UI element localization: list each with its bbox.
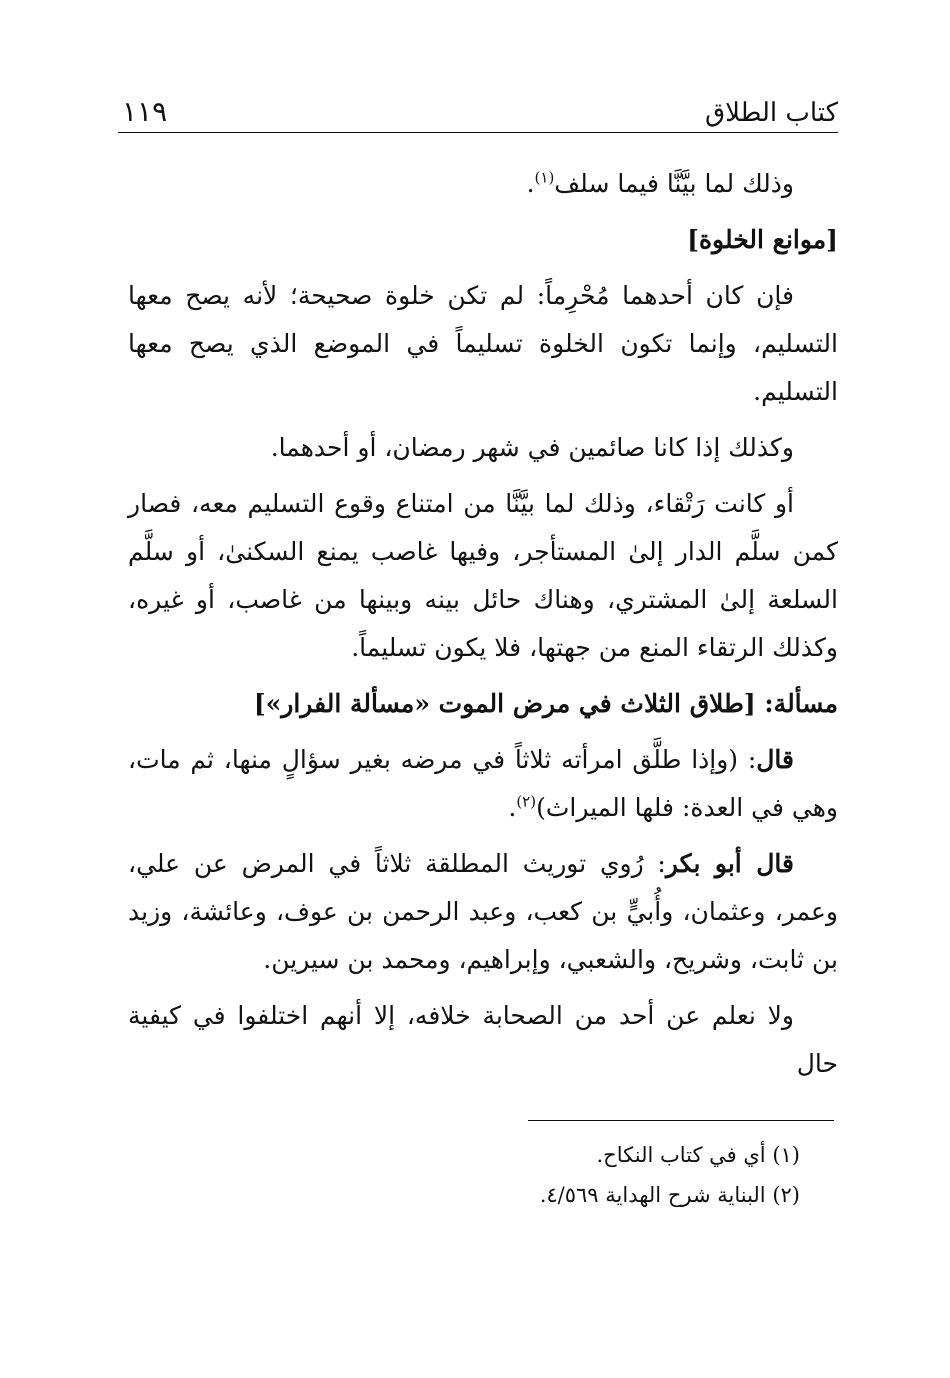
- paragraph-2: فإن كان أحدهما مُحْرِماً: لم تكن خلوة صحيحة؛ لأنه يصح معها التسليم، وإنما تكون الخلوة تسليماً في الموضع الذي يصح معها التسليم.: [128, 281, 838, 406]
- header-rule: [118, 132, 838, 133]
- paragraph-5-end: .: [508, 793, 517, 822]
- running-head: كتاب الطلاق: [704, 98, 838, 128]
- masala-heading: مسألة: [طلاق الثلاث في مرض الموت «مسألة الفرار»]: [253, 689, 838, 718]
- footnote-ref-2: (٢): [516, 792, 537, 811]
- abu-bakr-label: قال أبو بكر: [665, 849, 794, 878]
- section-heading-khalwa: [موانع الخلوة]: [687, 225, 838, 254]
- body-text: [128, 160, 838, 1096]
- qala-label: قال: [756, 745, 794, 774]
- footnote-1: (١) أي في كتاب النكاح.: [596, 1143, 800, 1167]
- footnote-2: (٢) البناية شرح الهداية ٤/٥٦٩.: [539, 1183, 800, 1207]
- paragraph-1-end: .: [526, 169, 535, 198]
- paragraph-1: [128, 160, 838, 208]
- footnote-ref-1: (١): [534, 168, 555, 187]
- paragraph-5: [128, 736, 838, 832]
- paragraph-1-text: وذلك لما بيَّنَّا فيما سلف: [554, 169, 794, 198]
- page-number: ١١٩: [122, 95, 168, 128]
- page-header: [122, 88, 838, 128]
- paragraph-4: أو كانت رَتْقاء، وذلك لما بيَّنَّا من امتناع وقوع التسليم معه، فصار كمن سلَّم الدار إلىٰ المستأجر، وفيها غاصب يمنع السكنىٰ، أو سلَّم السلعة إلىٰ المشتري، وهناك حائل بينه وبينها من غاصب، أو غيره، وكذلك الرتقاء المنع من جهتها، فلا يكون تسليماً.: [128, 489, 838, 662]
- paragraph-7: ولا نعلم عن أحد من الصحابة خلافه، إلا أنهم اختلفوا في كيفية حال: [128, 1001, 838, 1078]
- footnote-rule: [528, 1120, 834, 1121]
- paragraph-5-text: : (وإذا طلَّق امرأته ثلاثاً في مرضه بغير سؤالٍ منها، ثم مات، وهي في العدة: فلها الميراث): [128, 745, 838, 822]
- paragraph-3: وكذلك إذا كانا صائمين في شهر رمضان، أو أحدهما.: [270, 433, 794, 462]
- paragraph-6-text: : رُوي توريث المطلقة ثلاثاً في المرض عن علي، وعمر، وعثمان، وأُبيٍّ بن كعب، وعبد الرحمن بن عوف، وعائشة، وزيد بن ثابت، وشريح، والشعبي، وإبراهيم، ومحمد بن سيرين.: [128, 849, 838, 974]
- footnotes: [400, 1135, 800, 1215]
- paragraph-6: [128, 840, 838, 984]
